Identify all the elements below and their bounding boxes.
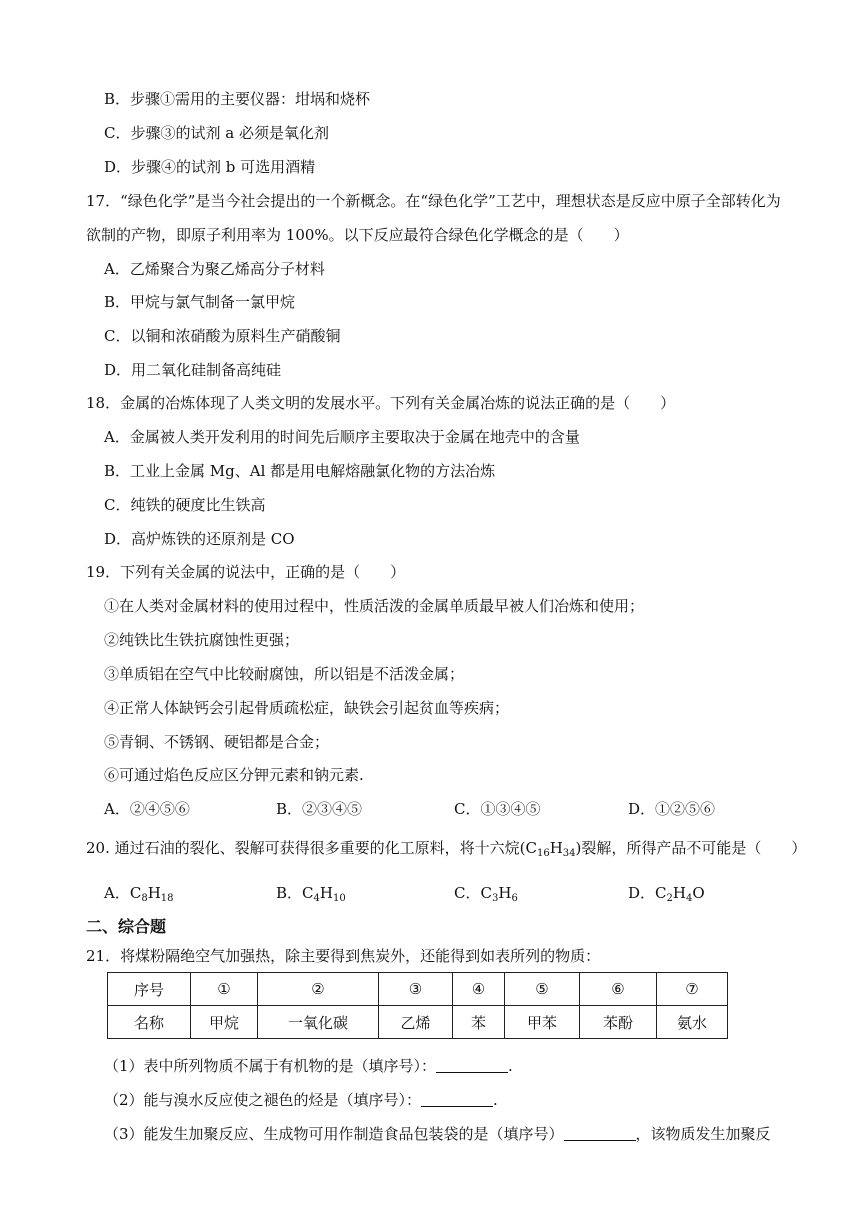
q21-stem: 21．将煤粉隔绝空气加强热，除主要得到焦炭外，还能得到如表所列的物质： xyxy=(86,947,601,965)
q20-option-b xyxy=(276,883,346,909)
q20-stem-pre: 20. 通过石油的裂化、裂解可获得很多重要的化工原料，将十六烷(C xyxy=(86,839,537,857)
formula-part: H xyxy=(319,884,333,902)
q20-stem-post: )裂解，所得产品不可能是（ ） xyxy=(575,839,807,857)
q19-option-c: C．①③④⑤ xyxy=(454,800,541,818)
q18-option-d: D．高炉炼铁的还原剂是 CO xyxy=(104,530,295,548)
table-cell: 名称 xyxy=(108,1006,191,1039)
q16-option-b: B．步骤①需用的主要仪器：坩埚和烧杯 xyxy=(104,90,371,108)
answer-blank[interactable] xyxy=(436,1058,508,1073)
answer-blank[interactable] xyxy=(564,1126,636,1141)
formula-sub: 6 xyxy=(511,893,518,904)
q19-option-b: B．②③④⑤ xyxy=(276,800,363,818)
formula-sub: 10 xyxy=(332,893,346,904)
q21-sub2-text: （2）能与溴水反应使之褪色的烃是（填序号）： xyxy=(104,1091,422,1109)
table-cell: ⑤ xyxy=(505,973,580,1006)
table-row xyxy=(108,973,728,1006)
formula-sub: 4 xyxy=(685,893,693,904)
table-cell: ⑦ xyxy=(657,973,728,1006)
formula-sub: 8 xyxy=(141,893,148,904)
q20-stem-sub2: 34 xyxy=(562,848,576,859)
table-cell: 苯酚 xyxy=(580,1006,657,1039)
table-cell: 氨水 xyxy=(657,1006,728,1039)
q18-option-a: A．金属被人类开发利用的时间先后顺序主要取决于金属在地壳中的含量 xyxy=(104,428,580,446)
q19-option-d: D．①②⑤⑥ xyxy=(628,800,716,818)
q19-statement-1: ①在人类对金属材料的使用过程中，性质活泼的金属单质最早被人们冶炼和使用； xyxy=(104,597,645,615)
q21-sub1 xyxy=(104,1056,513,1076)
table-cell: ⑥ xyxy=(580,973,657,1006)
formula-sub: 4 xyxy=(313,893,320,904)
formula-part: O xyxy=(692,884,705,902)
q19-stem: 19．下列有关金属的说法中，正确的是（ ） xyxy=(86,563,406,581)
q21-sub2-end: . xyxy=(493,1091,498,1109)
q21-sub1-text: （1）表中所列物质不属于有机物的是（填序号）： xyxy=(104,1057,437,1075)
formula-part: C xyxy=(480,884,492,902)
q21-sub1-end: . xyxy=(508,1057,513,1075)
formula-part: C xyxy=(129,884,142,902)
q21-sub3-text: （3）能发生加聚反应、生成物可用作制造食品包装袋的是（填序号） xyxy=(104,1125,564,1143)
q21-sub2 xyxy=(104,1090,498,1110)
q20-stem-mid: H xyxy=(549,839,563,857)
section-title: 二、综合题 xyxy=(86,917,167,936)
q17-option-a: A．乙烯聚合为聚乙烯高分子材料 xyxy=(104,260,325,278)
table-cell: 一氧化碳 xyxy=(258,1006,379,1039)
formula-part: H xyxy=(498,884,512,902)
q17-option-d: D．用二氧化硅制备高纯硅 xyxy=(104,361,282,379)
substance-table xyxy=(107,972,728,1039)
answer-blank[interactable] xyxy=(421,1092,493,1107)
formula-part: C xyxy=(302,884,314,902)
q19-statement-4: ④正常人体缺钙会引起骨质疏松症，缺铁会引起贫血等疾病； xyxy=(104,699,510,717)
q20-option-d xyxy=(628,883,705,909)
formula-part: C xyxy=(655,884,667,902)
q19-statement-6: ⑥可通过焰色反应区分钾元素和钠元素. xyxy=(104,766,364,784)
q21-sub3-end: ，该物质发生加聚反 xyxy=(635,1125,771,1143)
formula-part: H xyxy=(147,884,161,902)
q18-option-b: B．工业上金属 Mg、Al 都是用电解熔融氯化物的方法冶炼 xyxy=(104,462,496,480)
q18-option-c: C．纯铁的硬度比生铁高 xyxy=(104,496,266,514)
table-cell: ① xyxy=(191,973,258,1006)
q19-statement-3: ③单质铝在空气中比较耐腐蚀，所以铝是不活泼金属； xyxy=(104,665,465,683)
q20-option-a xyxy=(104,883,174,909)
q19-option-a: A．②④⑤⑥ xyxy=(104,800,190,818)
table-cell: ④ xyxy=(453,973,505,1006)
q16-option-d: D．步骤④的试剂 b 可选用酒精 xyxy=(104,158,316,176)
option-label: A． xyxy=(104,884,130,902)
formula-sub: 2 xyxy=(666,893,673,904)
formula-sub: 18 xyxy=(160,893,174,904)
table-cell: ③ xyxy=(379,973,453,1006)
table-cell: 甲烷 xyxy=(191,1006,258,1039)
q20-stem xyxy=(86,838,806,864)
formula-part: H xyxy=(672,884,686,902)
option-label: B． xyxy=(276,884,303,902)
q19-statement-5: ⑤青铜、不锈钢、硬铝都是合金； xyxy=(104,733,330,751)
q16-option-c: C．步骤③的试剂 a 必须是氧化剂 xyxy=(104,124,329,142)
table-cell: 苯 xyxy=(453,1006,505,1039)
q18-stem: 18．金属的冶炼体现了人类文明的发展水平。下列有关金属冶炼的说法正确的是（ ） xyxy=(86,394,676,412)
table-cell: 乙烯 xyxy=(379,1006,453,1039)
q17-option-c: C．以铜和浓硝酸为原料生产硝酸铜 xyxy=(104,327,341,345)
q21-sub3 xyxy=(104,1124,771,1144)
q20-stem-sub1: 16 xyxy=(536,848,550,859)
table-row xyxy=(108,1006,728,1039)
option-label: C． xyxy=(454,884,481,902)
table-cell: ② xyxy=(258,973,379,1006)
q17-stem-line2: 欲制的产物，即原子利用率为 100%。以下反应最符合绿色化学概念的是（ ） xyxy=(86,226,629,244)
formula-sub: 3 xyxy=(491,893,499,904)
table-cell: 序号 xyxy=(108,973,191,1006)
q20-option-c xyxy=(454,883,518,909)
table-cell: 甲苯 xyxy=(505,1006,580,1039)
q17-option-b: B．甲烷与氯气制备一氯甲烷 xyxy=(104,293,296,311)
q19-statement-2: ②纯铁比生铁抗腐蚀性更强； xyxy=(104,631,300,649)
q17-stem-line1: 17．“绿色化学”是当今社会提出的一个新概念。在“绿色化学”工艺中，理想状态是反应中原子全部转化为 xyxy=(86,192,781,210)
option-label: D． xyxy=(628,884,656,902)
